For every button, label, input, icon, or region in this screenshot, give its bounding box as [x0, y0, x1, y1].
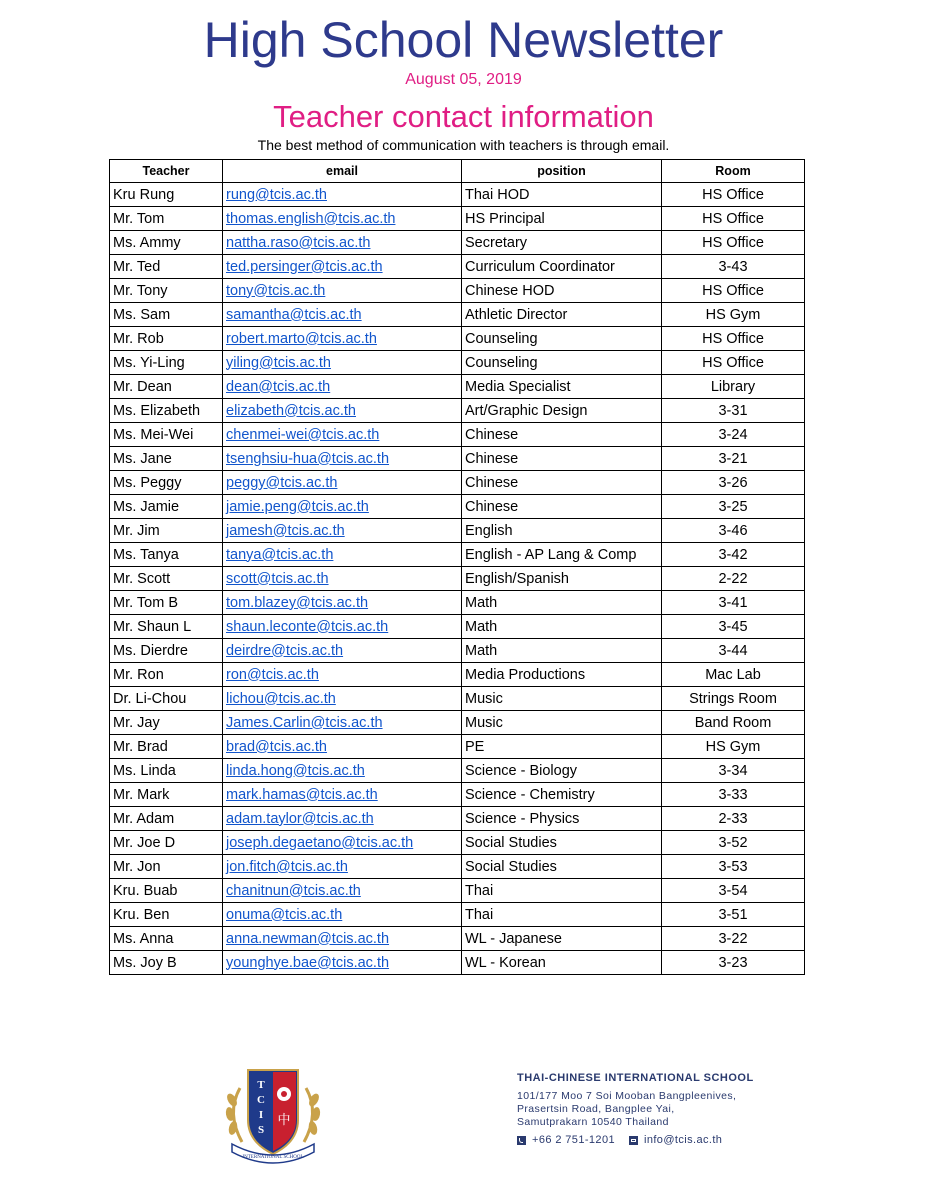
teacher-name: Mr. Dean — [110, 375, 223, 399]
teacher-room: 3-45 — [662, 615, 805, 639]
table-row — [110, 471, 805, 495]
teacher-room: Library — [662, 375, 805, 399]
teacher-name: Ms. Anna — [110, 927, 223, 951]
teacher-name: Ms. Jamie — [110, 495, 223, 519]
teacher-name: Mr. Rob — [110, 327, 223, 351]
email-cell — [223, 591, 462, 615]
email-cell — [223, 951, 462, 975]
teacher-name: Kru Rung — [110, 183, 223, 207]
teacher-room: HS Office — [662, 231, 805, 255]
email-cell — [223, 639, 462, 663]
table-row — [110, 279, 805, 303]
teacher-email-link[interactable]: jamie.peng@tcis.ac.th — [226, 498, 369, 515]
teacher-position: HS Principal — [462, 207, 662, 231]
teacher-name: Mr. Adam — [110, 807, 223, 831]
teacher-room: HS Gym — [662, 735, 805, 759]
table-row — [110, 903, 805, 927]
teacher-email-link[interactable]: thomas.english@tcis.ac.th — [226, 210, 396, 227]
table-row — [110, 231, 805, 255]
teacher-room: HS Office — [662, 351, 805, 375]
table-body — [110, 183, 805, 975]
email-cell — [223, 279, 462, 303]
email-cell — [223, 327, 462, 351]
section-title: Teacher contact information — [273, 99, 654, 134]
teacher-email-link[interactable]: anna.newman@tcis.ac.th — [226, 930, 390, 947]
teacher-position: Science - Physics — [462, 807, 662, 831]
table-row — [110, 831, 805, 855]
email-cell — [223, 807, 462, 831]
teacher-email-link[interactable]: shaun.leconte@tcis.ac.th — [226, 618, 389, 635]
email-cell — [223, 183, 462, 207]
teacher-position: English — [462, 519, 662, 543]
table-row — [110, 519, 805, 543]
teacher-name: Mr. Ted — [110, 255, 223, 279]
teacher-position: Chinese — [462, 471, 662, 495]
email-cell — [223, 615, 462, 639]
teacher-position: Math — [462, 591, 662, 615]
teacher-room: 3-24 — [662, 423, 805, 447]
teacher-position: Chinese — [462, 447, 662, 471]
email-cell — [223, 255, 462, 279]
teacher-room: 2-22 — [662, 567, 805, 591]
email-cell — [223, 543, 462, 567]
teacher-room: 3-54 — [662, 879, 805, 903]
address-line: Samutprakarn 10540 Thailand — [517, 1116, 669, 1128]
teacher-room: HS Office — [662, 279, 805, 303]
teacher-name: Dr. Li-Chou — [110, 687, 223, 711]
teacher-email-link[interactable]: younghye.bae@tcis.ac.th — [226, 954, 390, 971]
teacher-position: Media Productions — [462, 663, 662, 687]
teacher-name: Ms. Jane — [110, 447, 223, 471]
teacher-position: Chinese — [462, 423, 662, 447]
teacher-name: Ms. Yi-Ling — [110, 351, 223, 375]
teacher-position: WL - Korean — [462, 951, 662, 975]
teacher-position: PE — [462, 735, 662, 759]
teacher-room: HS Office — [662, 183, 805, 207]
crest-han-character: 中 — [277, 1113, 291, 1128]
teacher-position: Counseling — [462, 351, 662, 375]
teacher-room: 3-31 — [662, 399, 805, 423]
table-row — [110, 951, 805, 975]
teacher-name: Mr. Brad — [110, 735, 223, 759]
teacher-position: Athletic Director — [462, 303, 662, 327]
teacher-name: Ms. Mei-Wei — [110, 423, 223, 447]
teacher-position: Thai — [462, 903, 662, 927]
table-row — [110, 783, 805, 807]
email-cell — [223, 231, 462, 255]
table-row — [110, 687, 805, 711]
school-contact-line — [517, 1134, 722, 1146]
teacher-email-link[interactable]: onuma@tcis.ac.th — [226, 906, 343, 923]
teacher-room: HS Office — [662, 207, 805, 231]
teacher-room: Mac Lab — [662, 663, 805, 687]
teacher-name: Mr. Tony — [110, 279, 223, 303]
teacher-position: Social Studies — [462, 855, 662, 879]
teacher-room: 3-51 — [662, 903, 805, 927]
table-row — [110, 375, 805, 399]
newsletter-date: August 05, 2019 — [405, 71, 522, 88]
crest-letter: S — [257, 1124, 265, 1136]
teacher-name: Ms. Dierdre — [110, 639, 223, 663]
table-row — [110, 663, 805, 687]
teacher-email-link[interactable]: brad@tcis.ac.th — [226, 738, 327, 755]
teacher-name: Mr. Shaun L — [110, 615, 223, 639]
email-cell — [223, 663, 462, 687]
email-cell — [223, 759, 462, 783]
table-row — [110, 351, 805, 375]
email-cell — [223, 855, 462, 879]
teacher-position: Social Studies — [462, 831, 662, 855]
teacher-email-link[interactable]: joseph.degaetano@tcis.ac.th — [226, 834, 414, 851]
teacher-room: Band Room — [662, 711, 805, 735]
crest-letter: T — [257, 1079, 265, 1091]
teacher-email-link[interactable]: chanitnun@tcis.ac.th — [226, 882, 361, 899]
teacher-position: Math — [462, 615, 662, 639]
teacher-email-link[interactable]: robert.marto@tcis.ac.th — [226, 330, 377, 347]
teacher-email-link[interactable]: mark.hamas@tcis.ac.th — [226, 786, 378, 803]
teacher-position: Counseling — [462, 327, 662, 351]
teacher-position: English - AP Lang & Comp — [462, 543, 662, 567]
teacher-room: Strings Room — [662, 687, 805, 711]
teacher-email-link[interactable]: ron@tcis.ac.th — [226, 666, 319, 683]
teacher-name: Kru. Ben — [110, 903, 223, 927]
teacher-name: Mr. Scott — [110, 567, 223, 591]
table-row — [110, 255, 805, 279]
teacher-name: Ms. Sam — [110, 303, 223, 327]
teacher-contact-table — [109, 159, 805, 975]
teacher-room: 3-41 — [662, 591, 805, 615]
table-row — [110, 591, 805, 615]
table-row — [110, 327, 805, 351]
email-cell — [223, 567, 462, 591]
teacher-name: Ms. Linda — [110, 759, 223, 783]
teacher-name: Mr. Joe D — [110, 831, 223, 855]
table-row — [110, 615, 805, 639]
teacher-email-link[interactable]: dean@tcis.ac.th — [226, 378, 331, 395]
teacher-room: 3-26 — [662, 471, 805, 495]
teacher-position: Secretary — [462, 231, 662, 255]
teacher-position: Math — [462, 639, 662, 663]
email-cell — [223, 831, 462, 855]
teacher-room: 3-21 — [662, 447, 805, 471]
teacher-name: Ms. Joy B — [110, 951, 223, 975]
newsletter-title: High School Newsletter — [203, 12, 724, 68]
teacher-email-link[interactable]: scott@tcis.ac.th — [226, 570, 329, 587]
table-row — [110, 567, 805, 591]
table-row — [110, 423, 805, 447]
email-cell — [223, 927, 462, 951]
teacher-email-link[interactable]: tony@tcis.ac.th — [226, 282, 326, 299]
email-cell — [223, 303, 462, 327]
teacher-name: Mr. Ron — [110, 663, 223, 687]
teacher-position: Chinese HOD — [462, 279, 662, 303]
crest-letter: C — [257, 1094, 265, 1106]
table-row — [110, 447, 805, 471]
teacher-email-link[interactable]: lichou@tcis.ac.th — [226, 690, 336, 707]
email-cell — [223, 879, 462, 903]
teacher-room: 3-53 — [662, 855, 805, 879]
teacher-email-link[interactable]: linda.hong@tcis.ac.th — [226, 762, 365, 779]
column-header-teacher: Teacher — [110, 160, 223, 183]
teacher-position: Thai — [462, 879, 662, 903]
teacher-email-link[interactable]: rung@tcis.ac.th — [226, 186, 327, 203]
teacher-name: Ms. Peggy — [110, 471, 223, 495]
table-row — [110, 927, 805, 951]
teacher-name: Ms. Elizabeth — [110, 399, 223, 423]
email-cell — [223, 783, 462, 807]
teacher-position: Music — [462, 711, 662, 735]
table-row — [110, 543, 805, 567]
teacher-room: 3-25 — [662, 495, 805, 519]
teacher-name: Mr. Tom — [110, 207, 223, 231]
crest-letter: I — [258, 1109, 264, 1121]
phone-icon — [517, 1136, 526, 1145]
table-row — [110, 807, 805, 831]
teacher-name: Mr. Jim — [110, 519, 223, 543]
teacher-position: Art/Graphic Design — [462, 399, 662, 423]
teacher-position: Media Specialist — [462, 375, 662, 399]
teacher-room: 3-44 — [662, 639, 805, 663]
school-name: THAI-CHINESE INTERNATIONAL SCHOOL — [517, 1072, 754, 1084]
table-row — [110, 711, 805, 735]
teacher-email-link[interactable]: tsenghsiu-hua@tcis.ac.th — [226, 450, 390, 467]
teacher-email-link[interactable]: chenmei-wei@tcis.ac.th — [226, 426, 380, 443]
email-cell — [223, 735, 462, 759]
teacher-room: 3-23 — [662, 951, 805, 975]
table-row — [110, 303, 805, 327]
email-cell — [223, 903, 462, 927]
teacher-position: Thai HOD — [462, 183, 662, 207]
teacher-email-link[interactable]: yiling@tcis.ac.th — [226, 354, 331, 371]
teacher-email-link[interactable]: samantha@tcis.ac.th — [226, 306, 362, 323]
table-row — [110, 639, 805, 663]
email-cell — [223, 711, 462, 735]
teacher-name: Mr. Jon — [110, 855, 223, 879]
crest-ribbon-text: INTERNATIONAL SCHOOL — [242, 1155, 304, 1160]
intro-text: The best method of communication with teachers is through email. — [257, 137, 670, 153]
teacher-room: 3-42 — [662, 543, 805, 567]
teacher-position: English/Spanish — [462, 567, 662, 591]
teacher-name: Ms. Tanya — [110, 543, 223, 567]
school-phone: +66 2 751-1201 — [532, 1134, 615, 1146]
teacher-room: HS Gym — [662, 303, 805, 327]
column-header-email: email — [223, 160, 462, 183]
teacher-position: Science - Chemistry — [462, 783, 662, 807]
teacher-position: Chinese — [462, 495, 662, 519]
table-row — [110, 207, 805, 231]
teacher-email-link[interactable]: ted.persinger@tcis.ac.th — [226, 258, 383, 275]
teacher-email-link[interactable]: jon.fitch@tcis.ac.th — [226, 858, 348, 875]
address-line: 101/177 Moo 7 Soi Mooban Bangpleenives, — [517, 1090, 737, 1102]
teacher-room: 3-22 — [662, 927, 805, 951]
email-cell — [223, 351, 462, 375]
teacher-room: 3-34 — [662, 759, 805, 783]
school-address — [517, 1090, 736, 1129]
column-header-position: position — [462, 160, 662, 183]
table-row — [110, 495, 805, 519]
table-row — [110, 879, 805, 903]
email-cell — [223, 423, 462, 447]
teacher-name: Mr. Mark — [110, 783, 223, 807]
email-cell — [223, 519, 462, 543]
email-cell — [223, 375, 462, 399]
teacher-email-link[interactable]: tanya@tcis.ac.th — [226, 546, 334, 563]
table-row — [110, 183, 805, 207]
teacher-room: 3-33 — [662, 783, 805, 807]
table-row — [110, 855, 805, 879]
email-cell — [223, 495, 462, 519]
teacher-name: Mr. Tom B — [110, 591, 223, 615]
table-header-row — [110, 160, 805, 183]
teacher-room: HS Office — [662, 327, 805, 351]
email-cell — [223, 207, 462, 231]
teacher-email-link[interactable]: elizabeth@tcis.ac.th — [226, 402, 356, 419]
teacher-position: Curriculum Coordinator — [462, 255, 662, 279]
email-icon — [629, 1136, 638, 1145]
table-row — [110, 735, 805, 759]
teacher-position: Music — [462, 687, 662, 711]
address-line: Prasertsin Road, Bangplee Yai, — [517, 1103, 675, 1115]
email-cell — [223, 687, 462, 711]
teacher-position: Science - Biology — [462, 759, 662, 783]
teacher-email-link[interactable]: nattha.raso@tcis.ac.th — [226, 234, 371, 251]
school-crest-logo — [218, 1058, 328, 1168]
teacher-email-link[interactable]: jamesh@tcis.ac.th — [226, 522, 345, 539]
table-row — [110, 759, 805, 783]
teacher-email-link[interactable]: adam.taylor@tcis.ac.th — [226, 810, 374, 827]
email-cell — [223, 447, 462, 471]
teacher-room: 3-52 — [662, 831, 805, 855]
email-cell — [223, 399, 462, 423]
teacher-room: 3-46 — [662, 519, 805, 543]
teacher-room: 2-33 — [662, 807, 805, 831]
teacher-room: 3-43 — [662, 255, 805, 279]
teacher-email-link[interactable]: tom.blazey@tcis.ac.th — [226, 594, 369, 611]
school-email: info@tcis.ac.th — [643, 1134, 723, 1146]
teacher-email-link[interactable]: deirdre@tcis.ac.th — [226, 642, 344, 659]
column-header-room: Room — [662, 160, 805, 183]
email-cell — [223, 471, 462, 495]
teacher-name: Ms. Ammy — [110, 231, 223, 255]
teacher-name: Mr. Jay — [110, 711, 223, 735]
teacher-name: Kru. Buab — [110, 879, 223, 903]
teacher-position: WL - Japanese — [462, 927, 662, 951]
teacher-email-link[interactable]: peggy@tcis.ac.th — [226, 474, 338, 491]
teacher-email-link[interactable]: James.Carlin@tcis.ac.th — [226, 714, 383, 731]
table-row — [110, 399, 805, 423]
